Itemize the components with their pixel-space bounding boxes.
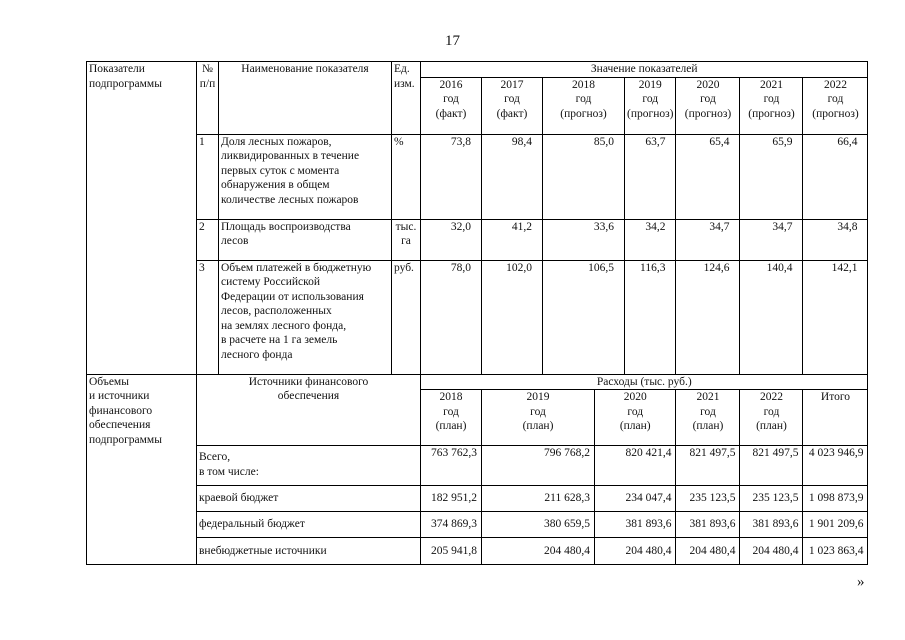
financing-section-label: Объемы и источники финансового обеспечения подпрограммы — [87, 374, 197, 565]
expense-value: 381 893,6 — [595, 512, 676, 538]
indicator-value: 98,4 — [482, 134, 543, 219]
plan-year-header: 2021 год (план) — [676, 390, 740, 446]
source-label: федеральный бюджет — [197, 512, 421, 538]
year-header: 2020 год (прогноз) — [676, 77, 740, 134]
plan-year-header: 2022 год (план) — [740, 390, 803, 446]
total-header: Итого — [803, 390, 868, 446]
expense-value: 234 047,4 — [595, 486, 676, 512]
financing-row — [87, 538, 868, 565]
indicator-value: 33,6 — [543, 219, 625, 260]
expense-value: 235 123,5 — [740, 486, 803, 512]
indicator-value: 85,0 — [543, 134, 625, 219]
indicator-value: 116,3 — [625, 260, 676, 374]
indicator-value: 34,7 — [740, 219, 803, 260]
expense-value: 381 893,6 — [676, 512, 740, 538]
col-header-num: № п/п — [197, 62, 219, 135]
financing-row — [87, 512, 868, 538]
expense-value: 374 869,3 — [421, 512, 482, 538]
expense-value: 235 123,5 — [676, 486, 740, 512]
indicator-name: Объем платежей в бюджетную систему Российской Федерации от использования лесов, расположенных на землях лесного фонда, в расчете на 1 га земель лесного фонда — [219, 260, 392, 374]
indicator-value: 65,9 — [740, 134, 803, 219]
indicator-unit: тыс. га — [392, 219, 421, 260]
expense-total: 4 023 946,9 — [803, 446, 868, 486]
year-header: 2017 год (факт) — [482, 77, 543, 134]
indicator-value: 124,6 — [676, 260, 740, 374]
expense-total: 1 901 209,6 — [803, 512, 868, 538]
year-header: 2016 год (факт) — [421, 77, 482, 134]
indicators-section-label: Показатели подпрограммы — [87, 62, 197, 375]
indicator-value: 34,2 — [625, 219, 676, 260]
expense-value: 182 951,2 — [421, 486, 482, 512]
indicator-row — [87, 134, 868, 219]
plan-year-header: 2020 год (план) — [595, 390, 676, 446]
expense-value: 380 659,5 — [482, 512, 595, 538]
plan-year-header: 2018 год (план) — [421, 390, 482, 446]
page-number: 17 — [445, 33, 460, 49]
plan-year-header: 2019 год (план) — [482, 390, 595, 446]
financing-row — [87, 446, 868, 486]
indicator-unit: руб. — [392, 260, 421, 374]
col-header-unit: Ед. изм. — [392, 62, 421, 135]
indicator-row — [87, 219, 868, 260]
year-header: 2018 год (прогноз) — [543, 77, 625, 134]
expense-value: 204 480,4 — [482, 538, 595, 565]
indicator-unit: % — [392, 134, 421, 219]
expenses-header: Расходы (тыс. руб.) — [421, 374, 868, 390]
year-header: 2022 год (прогноз) — [803, 77, 868, 134]
indicator-value: 140,4 — [740, 260, 803, 374]
source-label: Всего, в том числе: — [197, 446, 421, 486]
expense-value: 204 480,4 — [595, 538, 676, 565]
indicator-value: 73,8 — [421, 134, 482, 219]
row-num: 2 — [197, 219, 219, 260]
indicator-value: 63,7 — [625, 134, 676, 219]
expense-value: 204 480,4 — [676, 538, 740, 565]
indicator-name: Доля лесных пожаров, ликвидированных в течение первых суток с момента обнаружения в общем количестве лесных пожаров — [219, 134, 392, 219]
row-num: 1 — [197, 134, 219, 219]
indicator-value: 106,5 — [543, 260, 625, 374]
expense-value: 204 480,4 — [740, 538, 803, 565]
row-num: 3 — [197, 260, 219, 374]
indicator-row — [87, 260, 868, 374]
indicator-value: 102,0 — [482, 260, 543, 374]
closing-quote-mark: » — [857, 574, 865, 590]
expense-value: 763 762,3 — [421, 446, 482, 486]
sources-header: Источники финансового обеспечения — [197, 374, 421, 446]
expense-total: 1 023 863,4 — [803, 538, 868, 565]
indicator-value: 142,1 — [803, 260, 868, 374]
expense-value: 821 497,5 — [740, 446, 803, 486]
expense-value: 796 768,2 — [482, 446, 595, 486]
expense-total: 1 098 873,9 — [803, 486, 868, 512]
source-label: внебюджетные источники — [197, 538, 421, 565]
source-label: краевой бюджет — [197, 486, 421, 512]
indicator-value: 66,4 — [803, 134, 868, 219]
year-header: 2019 год (прогноз) — [625, 77, 676, 134]
subprogram-table — [86, 61, 868, 565]
indicator-name: Площадь воспроизводства лесов — [219, 219, 392, 260]
indicator-value: 41,2 — [482, 219, 543, 260]
expense-value: 821 497,5 — [676, 446, 740, 486]
expense-value: 381 893,6 — [740, 512, 803, 538]
indicator-value: 32,0 — [421, 219, 482, 260]
year-header: 2021 год (прогноз) — [740, 77, 803, 134]
indicator-value: 34,7 — [676, 219, 740, 260]
indicator-value: 65,4 — [676, 134, 740, 219]
col-header-name: Наименование показателя — [219, 62, 392, 135]
expense-value: 211 628,3 — [482, 486, 595, 512]
indicator-value: 34,8 — [803, 219, 868, 260]
col-header-values: Значение показателей — [421, 62, 868, 78]
expense-value: 820 421,4 — [595, 446, 676, 486]
financing-row — [87, 486, 868, 512]
indicator-value: 78,0 — [421, 260, 482, 374]
expense-value: 205 941,8 — [421, 538, 482, 565]
